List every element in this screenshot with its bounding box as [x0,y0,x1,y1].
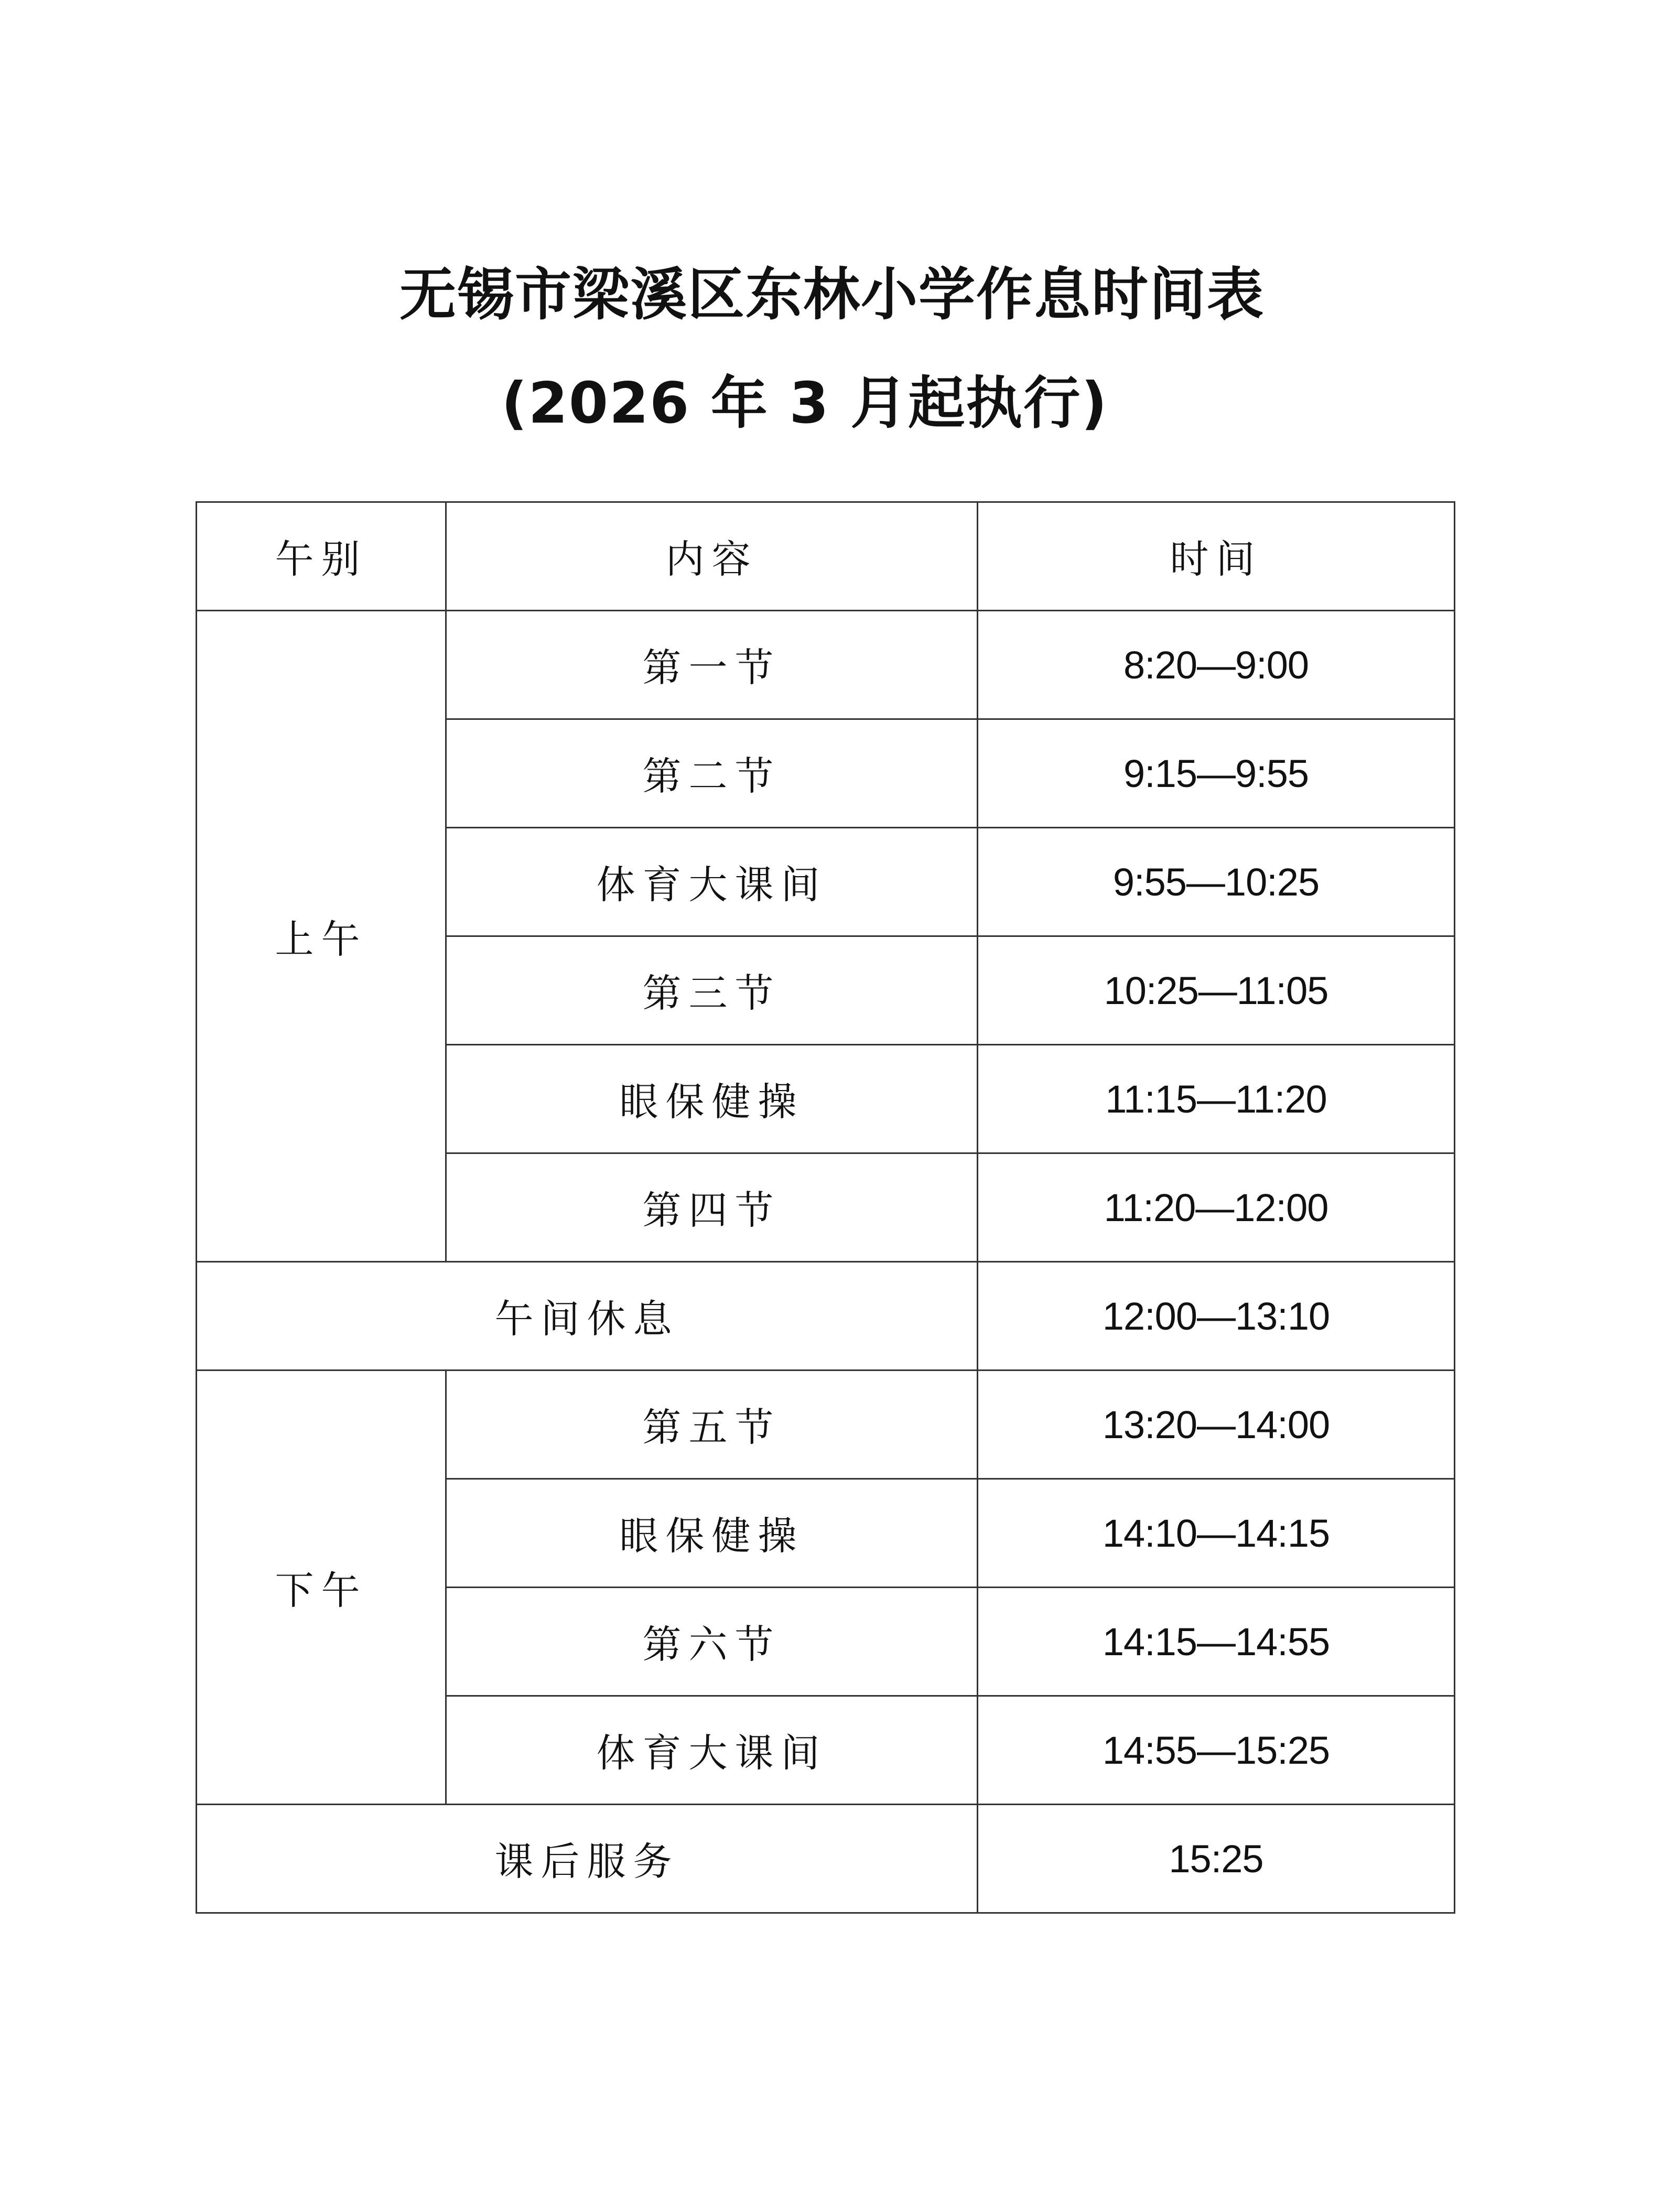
row-time: 11:15—11:20 [978,1045,1455,1153]
row-content: 第五节 [446,1371,978,1479]
row-time: 11:20—12:00 [978,1153,1455,1262]
row-time: 9:15—9:55 [978,719,1455,828]
table-row-after-school [197,1805,1455,1913]
row-time: 14:10—14:15 [978,1479,1455,1588]
row-content: 第二节 [446,719,978,828]
row-content: 第一节 [446,611,978,719]
table-row-noon [197,1262,1455,1371]
row-time: 9:55—10:25 [978,828,1455,936]
header-time: 时间 [978,502,1455,611]
header-period: 午别 [197,502,446,611]
table-row [197,1371,1455,1479]
header-content: 内容 [446,502,978,611]
row-time: 14:55—15:25 [978,1696,1455,1805]
noon-time: 12:00—13:10 [978,1262,1455,1371]
after-school-content: 课后服务 [197,1805,978,1913]
row-content: 眼保健操 [446,1045,978,1153]
after-school-time: 15:25 [978,1805,1455,1913]
schedule-table [196,501,1455,1914]
row-content: 体育大课间 [446,828,978,936]
row-time: 10:25—11:05 [978,936,1455,1045]
period-morning: 上午 [197,611,446,1262]
noon-content: 午间休息 [197,1262,978,1371]
document-title: 无锡市梁溪区东林小学作息时间表 [399,262,1265,328]
row-time: 8:20—9:00 [978,611,1455,719]
period-afternoon: 下午 [197,1371,446,1805]
header-row [197,502,1455,611]
row-time: 14:15—14:55 [978,1588,1455,1696]
row-content: 第四节 [446,1153,978,1262]
row-content: 体育大课间 [446,1696,978,1805]
document-subtitle: (2026 年 3 月起执行) [501,371,1108,436]
table-row [197,611,1455,719]
row-content: 眼保健操 [446,1479,978,1588]
row-time: 13:20—14:00 [978,1371,1455,1479]
row-content: 第六节 [446,1588,978,1696]
row-content: 第三节 [446,936,978,1045]
